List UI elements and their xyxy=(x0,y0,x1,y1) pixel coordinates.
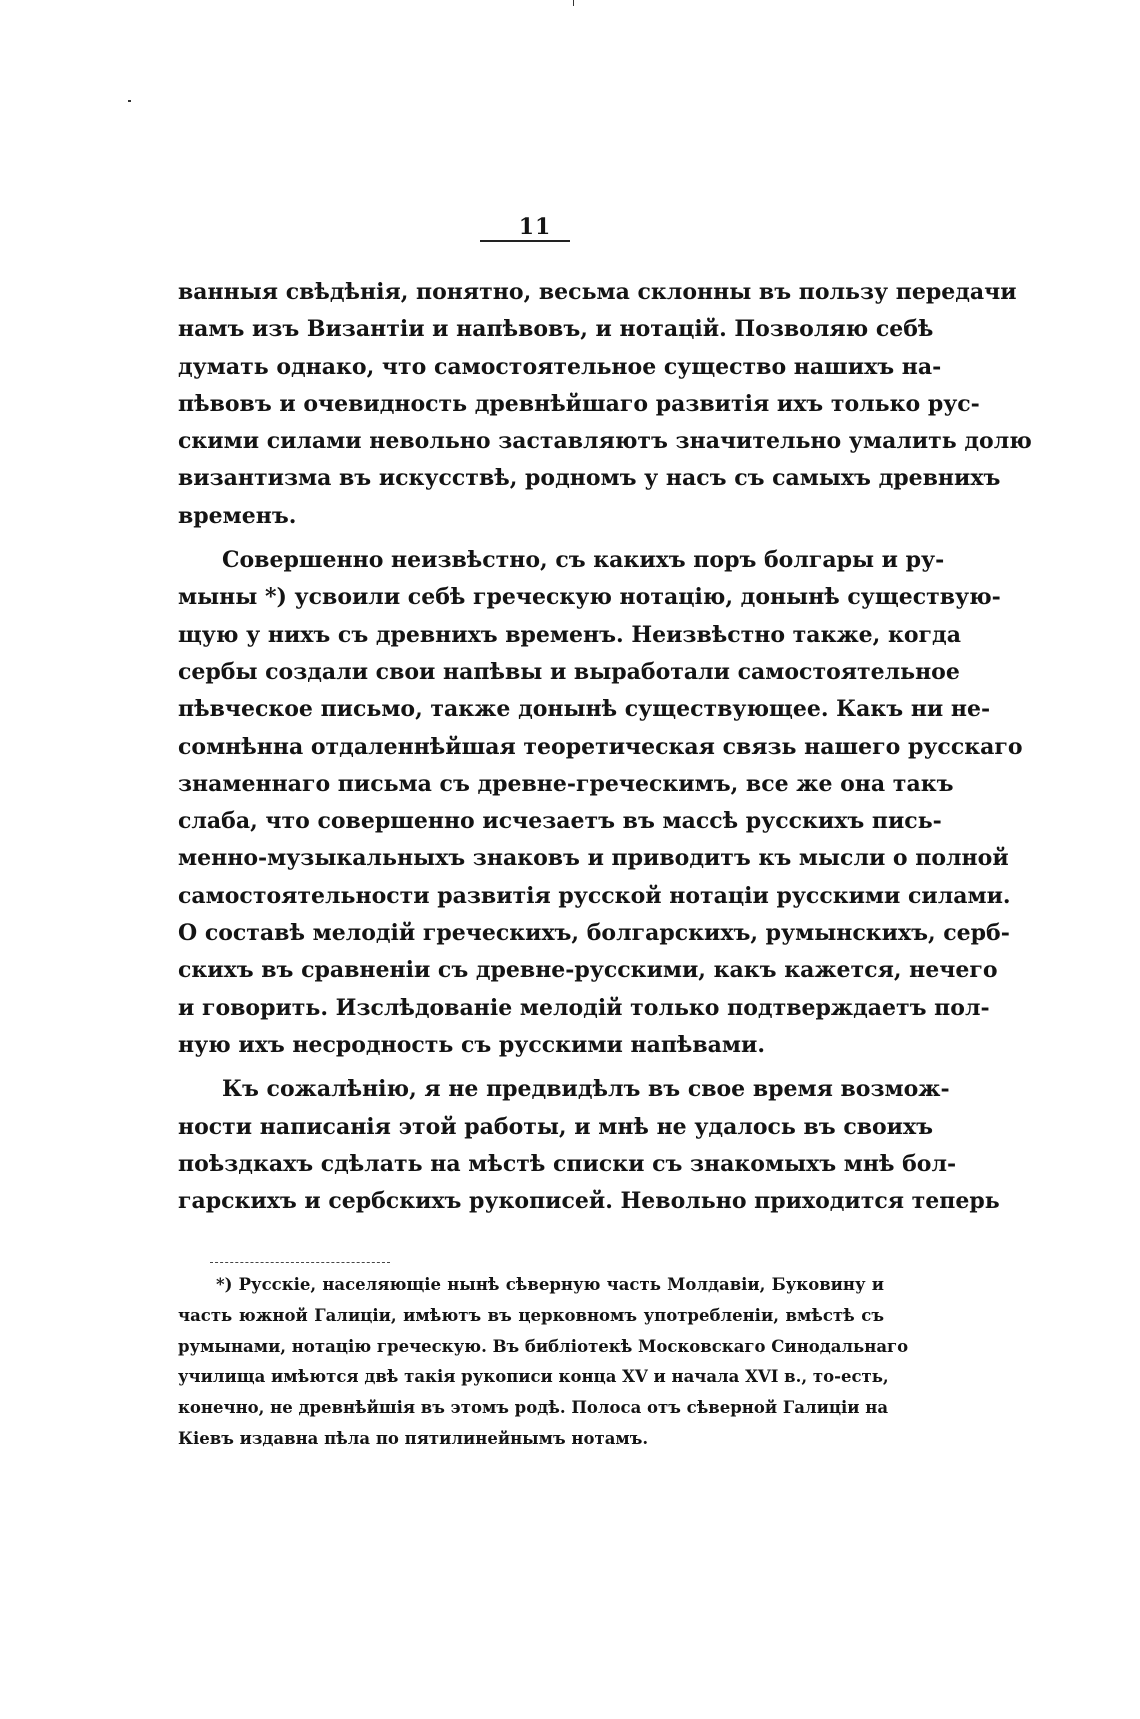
text-line: О составѣ мелодій греческихъ, болгарскихъ, румынскихъ, серб- xyxy=(178,920,1010,947)
text-line: думать однако, что самостоятельное существо нашихъ на- xyxy=(178,353,942,380)
text-line: Къ сожалѣнію, я не предвидѣлъ въ свое время возмож- xyxy=(222,1076,950,1103)
body-text xyxy=(178,274,1032,1220)
footnote-line: часть южной Галиціи, имѣютъ въ церковномъ употребленіи, вмѣстѣ съ xyxy=(178,1305,884,1325)
stray-mark-left xyxy=(128,100,131,102)
text-line: скими силами невольно заставляютъ значительно умалить долю xyxy=(178,428,1032,455)
text-line: намъ изъ Византіи и напѣвовъ, и нотацій. Позволяю себѣ xyxy=(178,316,934,343)
text-line: ности написанія этой работы, и мнѣ не удалось въ своихъ xyxy=(178,1113,933,1140)
text-line: временъ. xyxy=(178,502,297,529)
page-number: 11 xyxy=(518,214,552,240)
stray-mark-top xyxy=(573,0,574,6)
footnote xyxy=(178,1270,909,1455)
paragraph-gap xyxy=(178,535,884,542)
text-line: византизма въ искусствѣ, родномъ у насъ съ самыхъ древнихъ xyxy=(178,465,1001,492)
paragraph-3 xyxy=(178,1071,1000,1220)
text-line: менно-музыкальныхъ знаковъ и приводитъ къ мысли о полной xyxy=(178,845,1009,872)
footnote-line: Кіевъ издавна пѣла по пятилинейнымъ нотамъ. xyxy=(178,1428,649,1448)
paragraph-1 xyxy=(178,274,1032,535)
paragraph-2 xyxy=(178,542,1023,1064)
footnote-line: училища имѣются двѣ такія рукописи конца XV и начала XVI в., то-есть, xyxy=(178,1367,889,1387)
text-line: щую у нихъ съ древнихъ временъ. Неизвѣстно также, когда xyxy=(178,621,961,648)
text-line: и говорить. Изслѣдованіе мелодій только подтверждаетъ пол- xyxy=(178,994,990,1021)
footnote-line: румынами, нотацію греческую. Въ библіотекѣ Московскаго Синодальнаго xyxy=(178,1336,909,1356)
text-line: слаба, что совершенно исчезаетъ въ массѣ русскихъ пись- xyxy=(178,808,942,835)
footnote-rule xyxy=(210,1262,390,1263)
text-line: сербы создали свои напѣвы и выработали самостоятельное xyxy=(178,658,960,685)
text-line: пѣвовъ и очевидность древнѣйшаго развитія ихъ только рус- xyxy=(178,390,980,417)
text-line: скихъ въ сравненіи съ древне-русскими, какъ кажется, нечего xyxy=(178,957,998,984)
text-line: самостоятельности развитія русской нотаціи русскими силами. xyxy=(178,882,1011,909)
footnote-line: конечно, не древнѣйшія въ этомъ родѣ. Полоса отъ сѣверной Галиціи на xyxy=(178,1398,889,1418)
paragraph-gap xyxy=(178,1064,884,1071)
text-line: пѣвческое письмо, также донынѣ существующее. Какъ ни не- xyxy=(178,696,991,723)
text-line: поѣздкахъ сдѣлать на мѣстѣ списки съ знакомыхъ мнѣ бол- xyxy=(178,1150,957,1177)
text-line: сомнѣнна отдаленнѣйшая теоретическая связь нашего русскаго xyxy=(178,733,1023,760)
text-line: знаменнаго письма съ древне-греческимъ, все же она такъ xyxy=(178,770,954,797)
page-number-rule xyxy=(480,240,570,242)
text-line: Совершенно неизвѣстно, съ какихъ поръ болгары и ру- xyxy=(222,547,945,574)
text-line: ванныя свѣдѣнія, понятно, весьма склонны въ пользу передачи xyxy=(178,279,1017,305)
text-line: гарскихъ и сербскихъ рукописей. Невольно приходится теперь xyxy=(178,1188,1000,1215)
text-line: мыны *) усвоили себѣ греческую нотацію, донынѣ существую- xyxy=(178,584,1001,611)
text-line: ную ихъ несродность съ русскими напѣвами. xyxy=(178,1031,766,1058)
footnote-line: *) Русскіе, населяющіе нынѣ сѣверную часть Молдавіи, Буковину и xyxy=(216,1275,884,1294)
